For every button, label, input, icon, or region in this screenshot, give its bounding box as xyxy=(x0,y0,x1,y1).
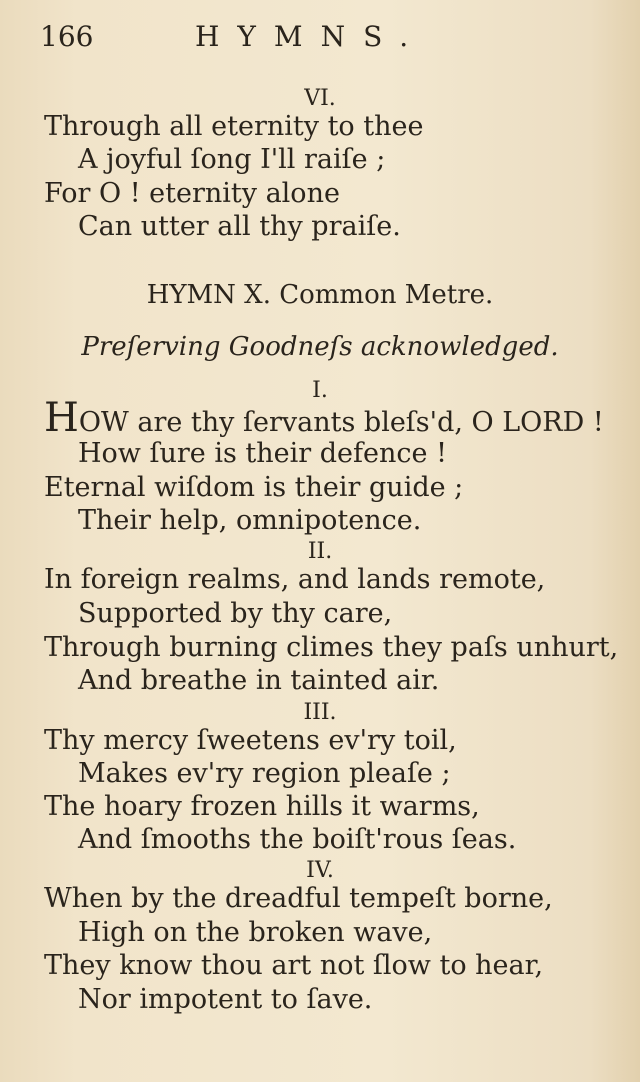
verse-line: In foreign realms, and lands remote, xyxy=(44,564,546,595)
page-header xyxy=(40,20,600,64)
first-line-text: OW are thy ſervants bleſs'd, O LORD ! xyxy=(78,407,604,438)
verse-line: Makes ev'ry region pleaſe ; xyxy=(78,758,451,789)
stanza-numeral-iii: III. xyxy=(303,700,337,725)
verse-line: When by the dreadful tempeſt borne, xyxy=(44,883,553,914)
verse-line: A joyful ſong I'll raiſe ; xyxy=(78,144,386,175)
running-title: HYMNS. xyxy=(195,20,427,53)
verse-line: Through burning climes they paſs unhurt, xyxy=(44,632,619,663)
verse-line: Can utter all thy praiſe. xyxy=(78,211,401,242)
verse-line: And breathe in tainted air. xyxy=(78,665,440,696)
verse-line: Thy mercy ſweetens ev'ry toil, xyxy=(44,725,457,756)
verse-line-first xyxy=(44,395,604,441)
verse-line: Nor impotent to ſave. xyxy=(78,984,373,1015)
verse-line: Supported by thy care, xyxy=(78,598,393,629)
hymn-title: HYMN X. Common Metre. xyxy=(146,280,494,310)
stanza-numeral-iv: IV. xyxy=(306,858,334,883)
verse-line: For O ! eternity alone xyxy=(44,178,340,209)
verse-line: Their help, omnipotence. xyxy=(78,505,422,536)
verse-line: They know thou art not ſlow to hear, xyxy=(44,950,544,981)
verse-line: Through all eternity to thee xyxy=(44,111,424,142)
verse-line: How ſure is their defence ! xyxy=(78,438,447,469)
stanza-numeral-ii: II. xyxy=(307,539,333,564)
drop-cap: H xyxy=(44,395,79,441)
verse-line: The hoary frozen hills it warms, xyxy=(44,791,480,822)
verse-line: Eternal wiſdom is their guide ; xyxy=(44,472,464,503)
verse-line: High on the broken wave, xyxy=(78,917,433,948)
hymn-subtitle: Preſerving Goodneſs acknowledged. xyxy=(81,332,559,362)
page-number: 166 xyxy=(40,20,94,53)
stanza-numeral-vi: VI. xyxy=(304,86,336,111)
verse-line: And ſmooths the boiſt'rous ſeas. xyxy=(78,824,517,855)
stanza-numeral-i: I. xyxy=(312,378,328,403)
